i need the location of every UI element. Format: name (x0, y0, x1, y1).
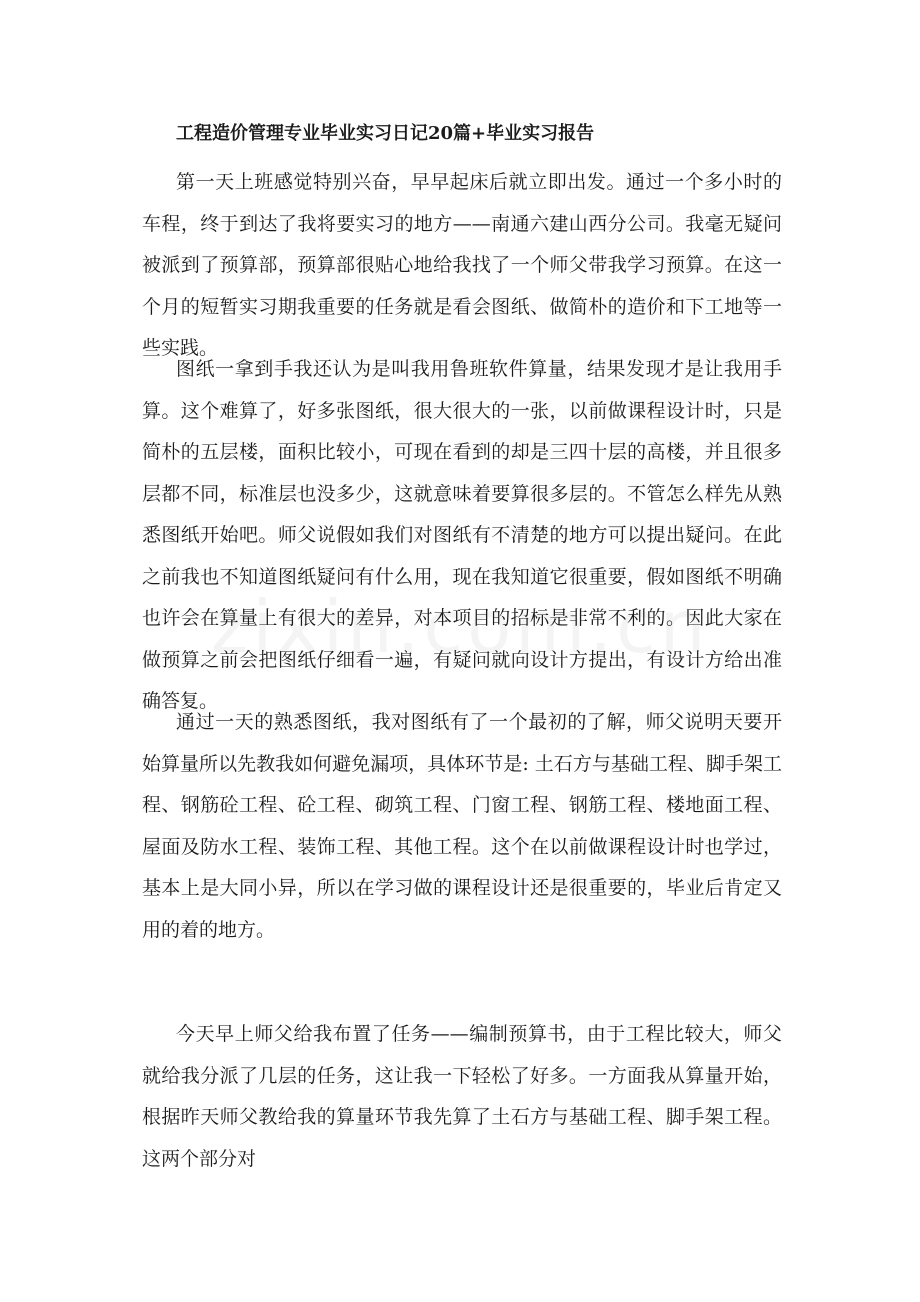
paragraph-4: 今天早上师父给我布置了任务——编制预算书，由于工程比较大，师父就给我分派了几层的任务，这让我一下轻松了好多。一方面我从算量开始，根据昨天师父教给我的算量环节我先算了土石方与基础工程、脚手架工程。这两个部分对 (142, 1023, 782, 1170)
paragraph-2: 图纸一拿到手我还认为是叫我用鲁班软件算量，结果发现才是让我用手算。这个难算了，好多张图纸，很大很大的一张，以前做课程设计时，只是简朴的五层楼，面积比较小，可现在看到的却是三四十层的高楼，并且很多层都不同，标准层也没多少，这就意味着要算很多层的。不管怎么样先从熟悉图纸开始吧。师父说假如我们对图纸有不清楚的地方可以提出疑问。在此之前我也不知道图纸疑问有什么用，现在我知道它很重要，假如图纸不明确也许会在算量上有很大的差异，对本项目的招标是非常不利的。因此大家在做预算之前会把图纸仔细看一遍，有疑问就向设计方提出，有设计方给出准确答复。 (142, 358, 782, 712)
paragraph-1: 第一天上班感觉特别兴奋，早早起床后就立即出发。通过一个多小时的车程，终于到达了我将要实习的地方——南通六建山西分公司。我毫无疑问被派到了预算部，预算部很贴心地给我找了一个师父带我学习预算。在这一个月的短暂实习期我重要的任务就是看会图纸、做简朴的造价和下工地等一些实践。 (142, 171, 782, 359)
paragraph-3: 通过一天的熟悉图纸，我对图纸有了一个最初的了解，师父说明天要开始算量所以先教我如何避免漏项，具体环节是: 土石方与基础工程、脚手架工程、钢筋砼工程、砼工程、砌筑工程、门窗工程、钢筋工程、楼地面工程、屋面及防水工程、装饰工程、其他工程。这个在以前做课程设计时也学过，基本上是大同小异，所以在学习做的课程设计还是很重要的，毕业后肯定又用的着的地方。 (142, 711, 782, 941)
document-title: 工程造价管理专业毕业实习日记20篇+毕业实习报告 (176, 123, 595, 144)
